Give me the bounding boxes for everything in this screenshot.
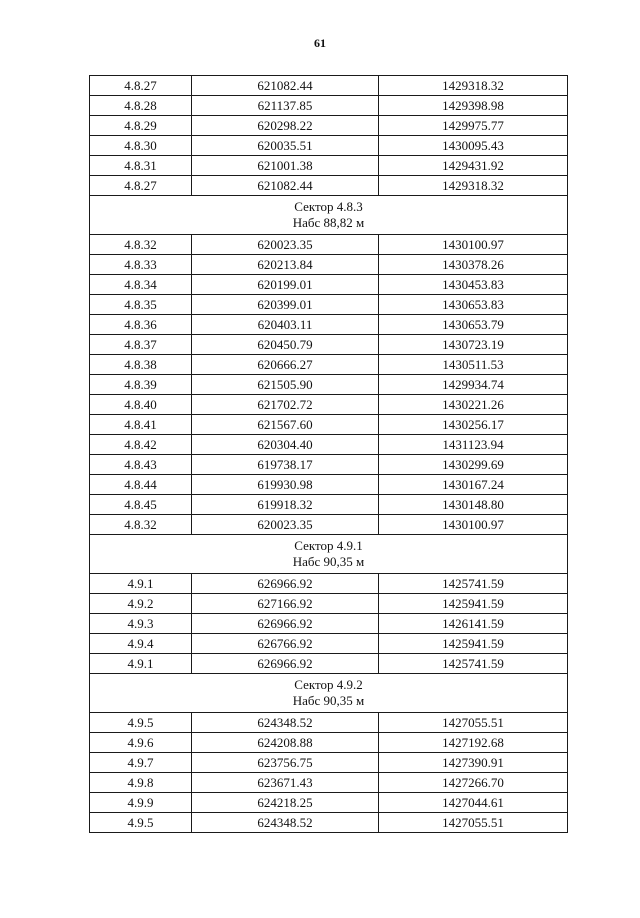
point-number-cell: 4.8.27 [90, 176, 192, 196]
point-number-cell: 4.9.4 [90, 634, 192, 654]
point-number-cell: 4.8.27 [90, 76, 192, 96]
x-coordinate-cell: 620450.79 [192, 335, 379, 355]
y-coordinate-cell: 1427044.61 [379, 793, 568, 813]
table-row [90, 415, 568, 435]
sector-header-row [90, 196, 568, 235]
sector-header-cell [90, 196, 568, 235]
point-number-cell: 4.8.38 [90, 355, 192, 375]
table-row [90, 614, 568, 634]
y-coordinate-cell: 1430100.97 [379, 515, 568, 535]
y-coordinate-cell: 1427266.70 [379, 773, 568, 793]
x-coordinate-cell: 620399.01 [192, 295, 379, 315]
point-number-cell: 4.8.29 [90, 116, 192, 136]
table-row [90, 315, 568, 335]
table-row [90, 773, 568, 793]
x-coordinate-cell: 619738.17 [192, 455, 379, 475]
point-number-cell: 4.8.36 [90, 315, 192, 335]
table-row [90, 156, 568, 176]
point-number-cell: 4.8.32 [90, 235, 192, 255]
x-coordinate-cell: 621702.72 [192, 395, 379, 415]
y-coordinate-cell: 1431123.94 [379, 435, 568, 455]
x-coordinate-cell: 624348.52 [192, 713, 379, 733]
coordinates-table [89, 75, 568, 833]
table-row [90, 375, 568, 395]
sector-title: Сектор 4.9.1 [294, 538, 363, 553]
sector-header-cell [90, 535, 568, 574]
table-row [90, 116, 568, 136]
y-coordinate-cell: 1430511.53 [379, 355, 568, 375]
y-coordinate-cell: 1430221.26 [379, 395, 568, 415]
x-coordinate-cell: 619918.32 [192, 495, 379, 515]
x-coordinate-cell: 626966.92 [192, 574, 379, 594]
point-number-cell: 4.8.40 [90, 395, 192, 415]
y-coordinate-cell: 1430653.79 [379, 315, 568, 335]
y-coordinate-cell: 1430299.69 [379, 455, 568, 475]
point-number-cell: 4.8.28 [90, 96, 192, 116]
y-coordinate-cell: 1430095.43 [379, 136, 568, 156]
table-row [90, 455, 568, 475]
sector-height: Набс 88,82 м [292, 215, 365, 230]
point-number-cell: 4.9.5 [90, 713, 192, 733]
table-row [90, 634, 568, 654]
x-coordinate-cell: 623756.75 [192, 753, 379, 773]
x-coordinate-cell: 626966.92 [192, 654, 379, 674]
point-number-cell: 4.8.37 [90, 335, 192, 355]
y-coordinate-cell: 1429318.32 [379, 176, 568, 196]
y-coordinate-cell: 1430453.83 [379, 275, 568, 295]
x-coordinate-cell: 621137.85 [192, 96, 379, 116]
sector-title: Сектор 4.9.2 [294, 677, 363, 692]
point-number-cell: 4.8.44 [90, 475, 192, 495]
point-number-cell: 4.9.2 [90, 594, 192, 614]
x-coordinate-cell: 620298.22 [192, 116, 379, 136]
x-coordinate-cell: 620035.51 [192, 136, 379, 156]
x-coordinate-cell: 620666.27 [192, 355, 379, 375]
x-coordinate-cell: 620023.35 [192, 515, 379, 535]
y-coordinate-cell: 1429975.77 [379, 116, 568, 136]
y-coordinate-cell: 1425741.59 [379, 654, 568, 674]
x-coordinate-cell: 627166.92 [192, 594, 379, 614]
table-row [90, 495, 568, 515]
table-row [90, 395, 568, 415]
table-row [90, 594, 568, 614]
point-number-cell: 4.9.5 [90, 813, 192, 833]
x-coordinate-cell: 624348.52 [192, 813, 379, 833]
table-row [90, 295, 568, 315]
point-number-cell: 4.8.33 [90, 255, 192, 275]
point-number-cell: 4.8.43 [90, 455, 192, 475]
sector-header-row [90, 535, 568, 574]
y-coordinate-cell: 1429398.98 [379, 96, 568, 116]
x-coordinate-cell: 621505.90 [192, 375, 379, 395]
sector-header-cell [90, 674, 568, 713]
y-coordinate-cell: 1427055.51 [379, 713, 568, 733]
table-row [90, 574, 568, 594]
x-coordinate-cell: 619930.98 [192, 475, 379, 495]
y-coordinate-cell: 1430167.24 [379, 475, 568, 495]
point-number-cell: 4.9.8 [90, 773, 192, 793]
point-number-cell: 4.8.34 [90, 275, 192, 295]
point-number-cell: 4.8.31 [90, 156, 192, 176]
point-number-cell: 4.9.7 [90, 753, 192, 773]
table-row [90, 176, 568, 196]
x-coordinate-cell: 623671.43 [192, 773, 379, 793]
x-coordinate-cell: 626966.92 [192, 614, 379, 634]
coordinates-table-body [90, 76, 568, 833]
point-number-cell: 4.8.42 [90, 435, 192, 455]
table-row [90, 793, 568, 813]
table-row [90, 235, 568, 255]
y-coordinate-cell: 1425941.59 [379, 594, 568, 614]
x-coordinate-cell: 624208.88 [192, 733, 379, 753]
x-coordinate-cell: 620199.01 [192, 275, 379, 295]
table-row [90, 435, 568, 455]
table-row [90, 654, 568, 674]
sector-height: Набс 90,35 м [292, 554, 365, 569]
y-coordinate-cell: 1429431.92 [379, 156, 568, 176]
x-coordinate-cell: 621567.60 [192, 415, 379, 435]
sector-title: Сектор 4.8.3 [294, 199, 363, 214]
x-coordinate-cell: 620403.11 [192, 315, 379, 335]
x-coordinate-cell: 620304.40 [192, 435, 379, 455]
point-number-cell: 4.8.39 [90, 375, 192, 395]
table-row [90, 515, 568, 535]
y-coordinate-cell: 1425741.59 [379, 574, 568, 594]
y-coordinate-cell: 1427055.51 [379, 813, 568, 833]
y-coordinate-cell: 1429934.74 [379, 375, 568, 395]
y-coordinate-cell: 1427192.68 [379, 733, 568, 753]
y-coordinate-cell: 1426141.59 [379, 614, 568, 634]
table-row [90, 355, 568, 375]
point-number-cell: 4.8.30 [90, 136, 192, 156]
point-number-cell: 4.9.9 [90, 793, 192, 813]
table-row [90, 96, 568, 116]
x-coordinate-cell: 620213.84 [192, 255, 379, 275]
page-number: 61 [314, 36, 326, 50]
table-row [90, 753, 568, 773]
point-number-cell: 4.8.32 [90, 515, 192, 535]
x-coordinate-cell: 620023.35 [192, 235, 379, 255]
y-coordinate-cell: 1430723.19 [379, 335, 568, 355]
sector-header-row [90, 674, 568, 713]
x-coordinate-cell: 621082.44 [192, 76, 379, 96]
point-number-cell: 4.9.1 [90, 654, 192, 674]
point-number-cell: 4.8.45 [90, 495, 192, 515]
point-number-cell: 4.9.3 [90, 614, 192, 634]
table-row [90, 813, 568, 833]
y-coordinate-cell: 1429318.32 [379, 76, 568, 96]
table-row [90, 475, 568, 495]
y-coordinate-cell: 1427390.91 [379, 753, 568, 773]
sector-height: Набс 90,35 м [292, 693, 365, 708]
point-number-cell: 4.9.1 [90, 574, 192, 594]
point-number-cell: 4.8.35 [90, 295, 192, 315]
table-row [90, 713, 568, 733]
y-coordinate-cell: 1430653.83 [379, 295, 568, 315]
x-coordinate-cell: 621082.44 [192, 176, 379, 196]
x-coordinate-cell: 626766.92 [192, 634, 379, 654]
point-number-cell: 4.9.6 [90, 733, 192, 753]
table-row [90, 335, 568, 355]
x-coordinate-cell: 624218.25 [192, 793, 379, 813]
table-row [90, 275, 568, 295]
y-coordinate-cell: 1430148.80 [379, 495, 568, 515]
y-coordinate-cell: 1430378.26 [379, 255, 568, 275]
point-number-cell: 4.8.41 [90, 415, 192, 435]
y-coordinate-cell: 1425941.59 [379, 634, 568, 654]
y-coordinate-cell: 1430100.97 [379, 235, 568, 255]
table-row [90, 76, 568, 96]
table-row [90, 136, 568, 156]
x-coordinate-cell: 621001.38 [192, 156, 379, 176]
table-row [90, 255, 568, 275]
table-row [90, 733, 568, 753]
y-coordinate-cell: 1430256.17 [379, 415, 568, 435]
